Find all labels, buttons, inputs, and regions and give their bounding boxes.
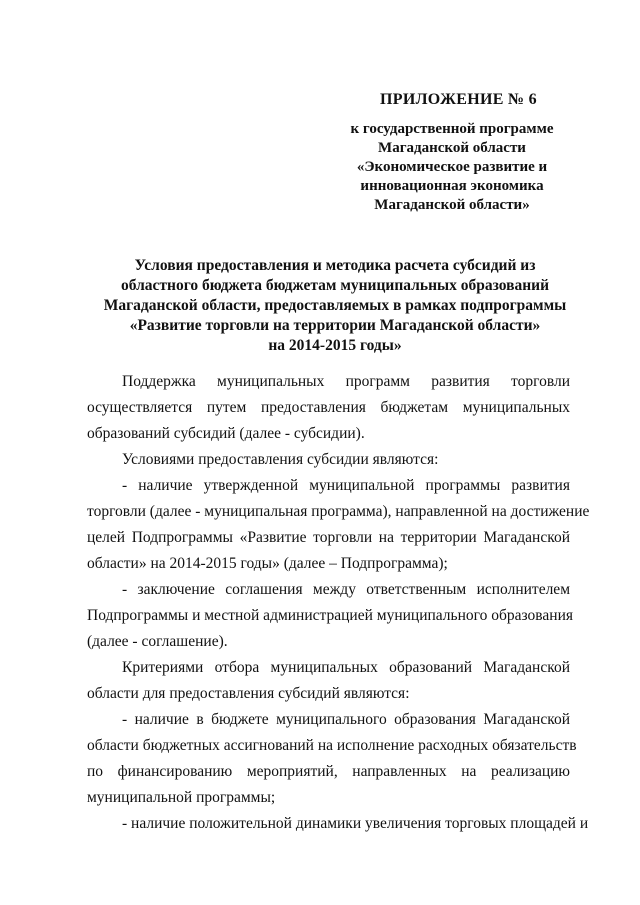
paragraph-line: Условиями предоставления субсидии являются: bbox=[122, 451, 439, 468]
paragraph-line: - наличие утвержденной муниципальной программы развития bbox=[122, 477, 570, 494]
appendix-line: Магаданской области» bbox=[374, 197, 530, 213]
paragraph-line: - наличие в бюджете муниципального образования Магаданской bbox=[122, 711, 570, 728]
paragraph-line: Критериями отбора муниципальных образований Магаданской bbox=[122, 659, 570, 676]
paragraph-line: муниципальной программы; bbox=[87, 789, 276, 806]
document-title-line: областного бюджета бюджетам муниципальных образований bbox=[120, 277, 550, 294]
paragraph-line: образований субсидий (далее - субсидии). bbox=[87, 425, 365, 442]
appendix-line: «Экономическое развитие и bbox=[356, 159, 548, 175]
paragraph-line: области бюджетных ассигнований на исполнение расходных обязательств bbox=[87, 737, 577, 754]
document-title-line: «Развитие торговли на территории Магаданской области» bbox=[129, 317, 541, 334]
paragraph-line: по финансированию мероприятий, направленных на реализацию bbox=[87, 763, 570, 780]
appendix-line: к государственной программе bbox=[350, 121, 554, 137]
paragraph-line: - наличие положительной динамики увеличения торговых площадей и bbox=[122, 815, 589, 832]
paragraph-line: Подпрограммы и местной администрацией муниципального образования bbox=[87, 607, 574, 624]
paragraph-line: (далее - соглашение). bbox=[87, 633, 228, 650]
paragraph-line: осуществляется путем предоставления бюджетам муниципальных bbox=[87, 399, 570, 416]
appendix-line: Магаданской области bbox=[378, 140, 526, 156]
paragraph-line: целей Подпрограммы «Развитие торговли на территории Магаданской bbox=[87, 529, 570, 546]
document-title-line: Магаданской области, предоставляемых в рамках подпрограммы bbox=[103, 297, 567, 314]
paragraph-line: области для предоставления субсидий являются: bbox=[87, 685, 410, 702]
paragraph-line: - заключение соглашения между ответственным исполнителем bbox=[122, 581, 570, 598]
paragraph-line: области» на 2014-2015 годы» (далее – Подпрограмма); bbox=[87, 555, 448, 572]
document-title-line: Условия предоставления и методика расчета субсидий из bbox=[134, 257, 536, 274]
paragraph-line: Поддержка муниципальных программ развития торговли bbox=[122, 373, 570, 390]
document-title-line: на 2014-2015 годы» bbox=[268, 337, 402, 354]
appendix-heading: ПРИЛОЖЕНИЕ № 6 bbox=[380, 91, 537, 108]
appendix-line: инновационная экономика bbox=[360, 178, 544, 194]
paragraph-line: торговли (далее - муниципальная программа), направленной на достижение bbox=[87, 503, 590, 520]
